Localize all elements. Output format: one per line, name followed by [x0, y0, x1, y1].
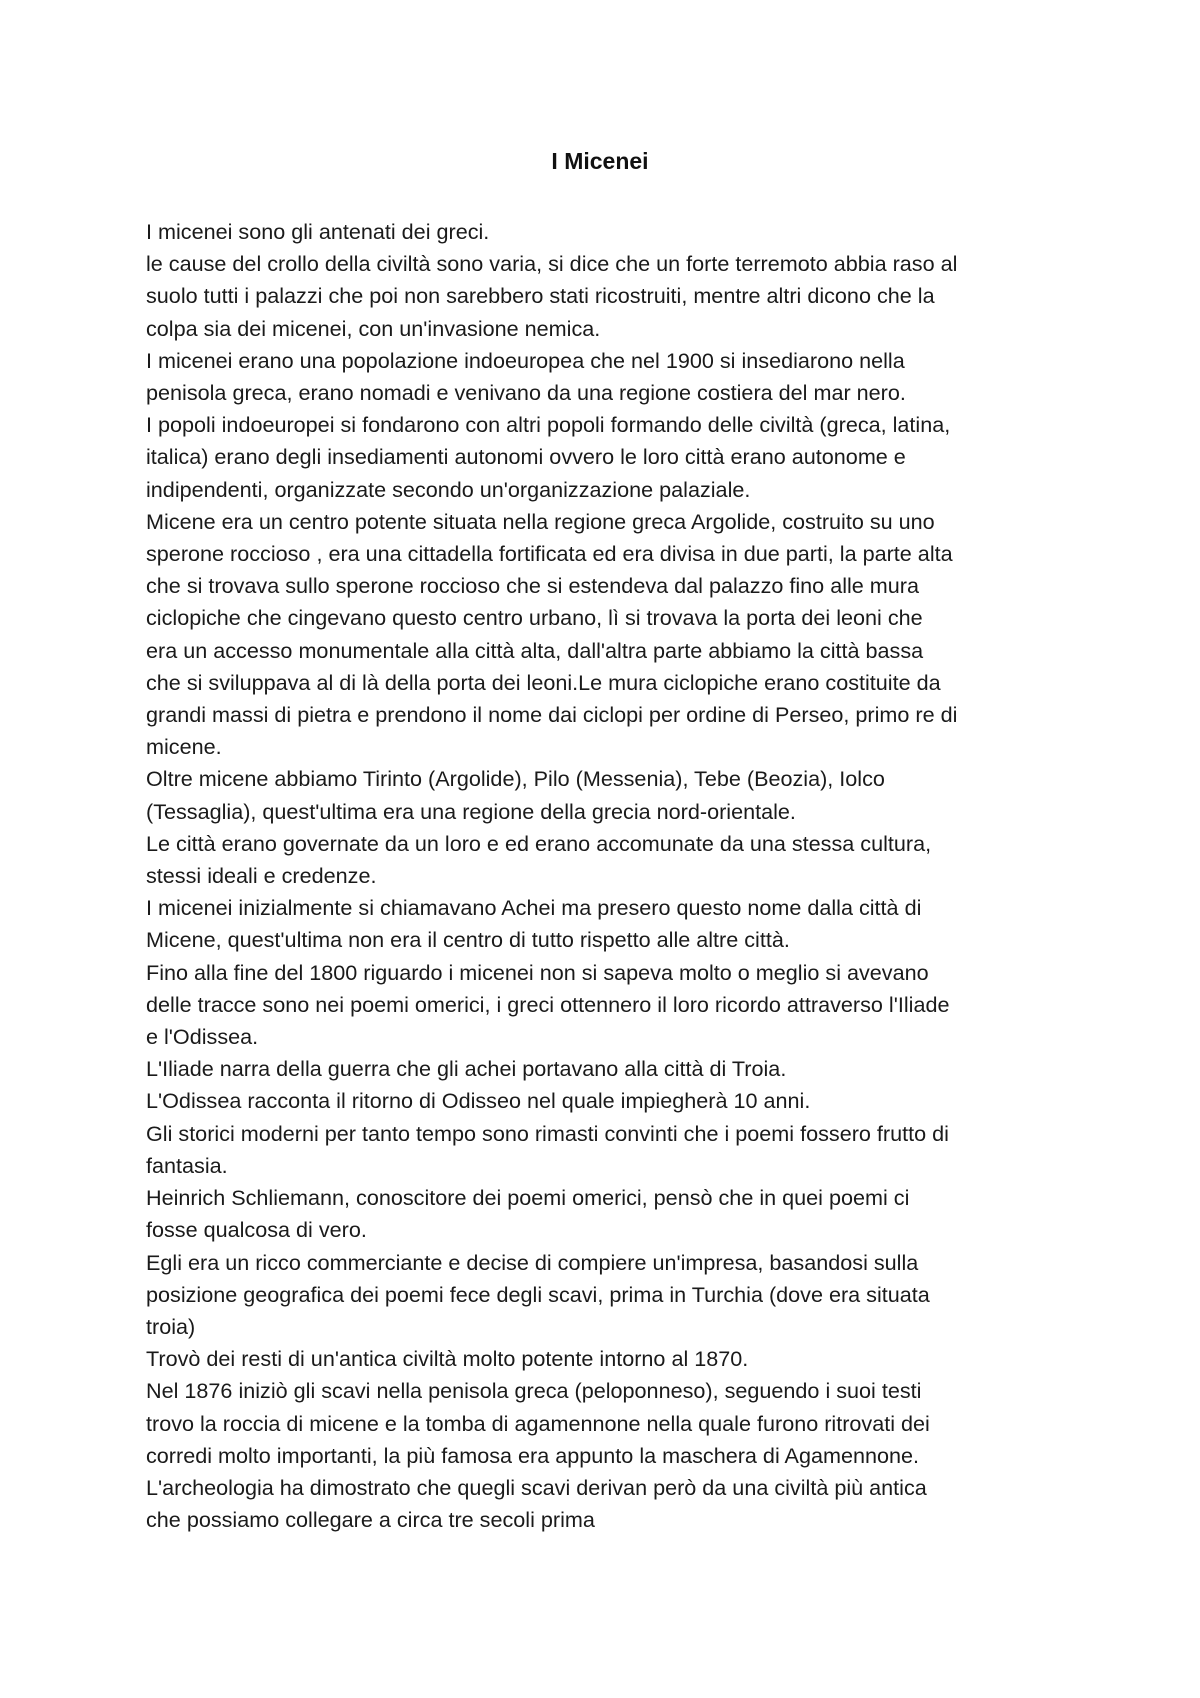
document-body [146, 216, 1086, 1536]
text-line: che possiamo collegare a circa tre secoli prima [146, 1507, 595, 1533]
text-line: I popoli indoeuropei si fondarono con altri popoli formando delle civiltà (greca, latina, [146, 412, 951, 438]
text-line: (Tessaglia), quest'ultima era una regione della grecia nord-orientale. [146, 798, 796, 824]
text-line: era un accesso monumentale alla città alta, dall'altra parte abbiamo la città bassa [146, 637, 924, 663]
text-line: posizione geografica dei poemi fece degli scavi, prima in Turchia (dove era situata [146, 1281, 930, 1307]
text-line: Trovò dei resti di un'antica civiltà molto potente intorno al 1870. [146, 1346, 749, 1372]
text-line: Nel 1876 iniziò gli scavi nella penisola greca (peloponneso), seguendo i suoi testi [146, 1378, 922, 1404]
text-line: trovo la roccia di micene e la tomba di agamennone nella quale furono ritrovati dei [146, 1410, 930, 1436]
text-line: fantasia. [146, 1152, 228, 1178]
text-line: micene. [146, 734, 222, 760]
text-line: L'archeologia ha dimostrato che quegli scavi derivan però da una civiltà più antica [146, 1474, 927, 1500]
text-line: italica) erano degli insediamenti autonomi ovvero le loro città erano autonome e [146, 444, 906, 470]
text-line: Le città erano governate da un loro e ed erano accomunate da una stessa cultura, [146, 830, 932, 856]
document-title: I Micenei [551, 148, 649, 174]
text-line: L'Odissea racconta il ritorno di Odisseo nel quale impiegherà 10 anni. [146, 1088, 811, 1114]
text-line: Oltre micene abbiamo Tirinto (Argolide), Pilo (Messenia), Tebe (Beozia), Iolco [146, 766, 885, 792]
text-line: le cause del crollo della civiltà sono varia, si dice che un forte terremoto abbia raso al [146, 251, 958, 277]
text-line: I micenei sono gli antenati dei greci. [146, 219, 490, 244]
text-line: che si sviluppava al di là della porta dei leoni.Le mura ciclopiche erano costituite da [146, 669, 941, 695]
text-line: L'Iliade narra della guerra che gli achei portavano alla città di Troia. [146, 1056, 787, 1082]
text-line: ciclopiche che cingevano questo centro urbano, lì si trovava la porta dei leoni che [146, 605, 923, 631]
text-line: colpa sia dei micenei, con un'invasione nemica. [146, 315, 601, 341]
text-line: delle tracce sono nei poemi omerici, i greci ottennero il loro ricordo attraverso l'Iliade [146, 991, 950, 1017]
text-line: I micenei erano una popolazione indoeuropea che nel 1900 si insediarono nella [146, 347, 905, 373]
text-line: suolo tutti i palazzi che poi non sarebbero stati ricostruiti, mentre altri dicono che la [146, 283, 935, 309]
text-line: fosse qualcosa di vero. [146, 1217, 367, 1243]
text-line: Heinrich Schliemann, conoscitore dei poemi omerici, pensò che in quei poemi ci [146, 1185, 910, 1211]
text-line: penisola greca, erano nomadi e venivano da una regione costiera del mar nero. [146, 380, 906, 406]
text-line: Fino alla fine del 1800 riguardo i micenei non si sapeva molto o meglio si avevano [146, 959, 929, 985]
text-line: Micene, quest'ultima non era il centro di tutto rispetto alle altre città. [146, 927, 790, 953]
text-line: sperone roccioso , era una cittadella fortificata ed era divisa in due parti, la parte alta [146, 541, 953, 567]
text-line: che si trovava sullo sperone roccioso che si estendeva dal palazzo fino alle mura [146, 573, 919, 599]
text-line: grandi massi di pietra e prendono il nome dai ciclopi per ordine di Perseo, primo re di [146, 702, 958, 728]
text-line: corredi molto importanti, la più famosa era appunto la maschera di Agamennone. [146, 1442, 920, 1468]
text-line: Micene era un centro potente situata nella regione greca Argolide, costruito su uno [146, 508, 935, 534]
text-line: e l'Odissea. [146, 1024, 259, 1050]
text-line: indipendenti, organizzate secondo un'organizzazione palaziale. [146, 476, 751, 502]
text-line: stessi ideali e credenze. [146, 863, 377, 889]
text-line: I micenei inizialmente si chiamavano Achei ma presero questo nome dalla città di [146, 895, 922, 921]
text-line: Egli era un ricco commerciante e decise di compiere un'impresa, basandosi sulla [146, 1249, 919, 1275]
text-line: Gli storici moderni per tanto tempo sono rimasti convinti che i poemi fossero frutto di [146, 1120, 949, 1146]
text-line: troia) [146, 1313, 196, 1339]
